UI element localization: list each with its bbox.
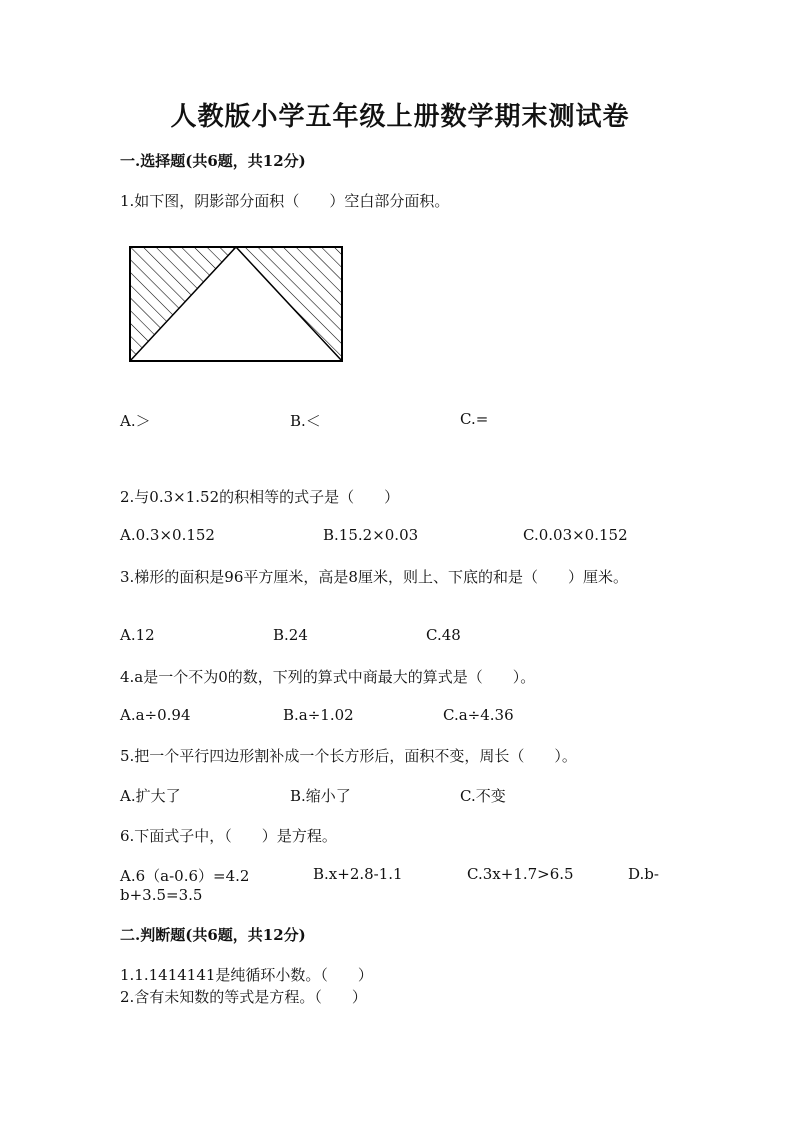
q2-option-c: C.0.03×0.152 <box>523 526 628 544</box>
q6-option-a: A.6（a-0.6）=4.2 <box>120 867 250 885</box>
section-heading-choice: 一.选择题(共6题，共12分) <box>120 152 306 170</box>
q1-option-b: B.＜ <box>290 412 321 430</box>
q5-option-b: B.缩小了 <box>290 787 351 805</box>
judge-question-1: 1.1.1414141是纯循环小数。（ ） <box>120 966 373 984</box>
question-5: 5.把一个平行四边形割补成一个长方形后，面积不变，周长（ ）。 <box>120 747 577 765</box>
judge-question-2: 2.含有未知数的等式是方程。（ ） <box>120 988 367 1006</box>
question-1: 1.如下图，阴影部分面积（ ）空白部分面积。 <box>120 192 450 210</box>
q3-option-c: C.48 <box>426 626 461 644</box>
q6-option-b: B.x+2.8-1.1 <box>313 865 403 883</box>
q2-option-b: B.15.2×0.03 <box>323 526 419 544</box>
q5-option-c: C.不变 <box>460 787 506 805</box>
q6-option-d-continued: b+3.5=3.5 <box>120 886 203 904</box>
q2-option-a: A.0.3×0.152 <box>120 526 215 544</box>
q6-option-d: D.b- <box>628 865 659 883</box>
shaded-triangle-figure <box>128 245 344 365</box>
q6-option-c: C.3x+1.7>6.5 <box>467 865 574 883</box>
question-6: 6.下面式子中，（ ）是方程。 <box>120 827 337 845</box>
q3-option-b: B.24 <box>273 626 308 644</box>
q4-option-b: B.a÷1.02 <box>283 706 354 724</box>
question-2: 2.与0.3×1.52的积相等的式子是（ ） <box>120 488 400 506</box>
q3-option-a: A.12 <box>120 626 155 644</box>
q5-option-a: A.扩大了 <box>120 787 181 805</box>
page-title: 人教版小学五年级上册数学期末测试卷 <box>170 102 630 132</box>
q4-option-a: A.a÷0.94 <box>120 706 191 724</box>
question-3: 3.梯形的面积是96平方厘米，高是8厘米，则上、下底的和是（ ）厘米。 <box>120 568 628 586</box>
question-4: 4.a是一个不为0的数，下列的算式中商最大的算式是（ ）。 <box>120 668 536 686</box>
q1-option-a: A.＞ <box>120 412 151 430</box>
q4-option-c: C.a÷4.36 <box>443 706 514 724</box>
section-heading-judge: 二.判断题(共6题，共12分) <box>120 926 306 944</box>
q1-option-c: C.= <box>460 410 489 428</box>
